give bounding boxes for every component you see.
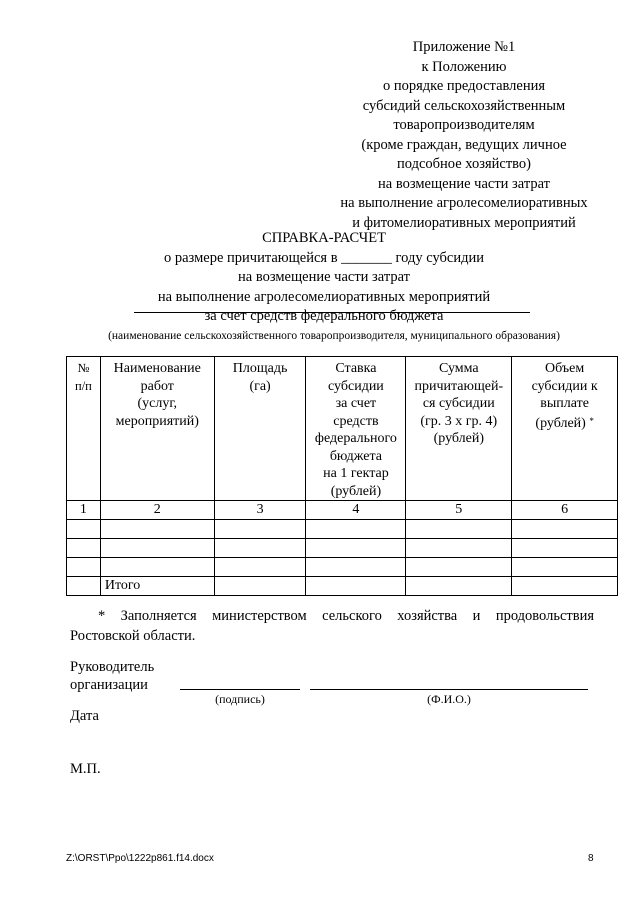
appendix-line: товаропроизводителям (393, 117, 535, 133)
column-number: 5 (406, 501, 512, 520)
table-cell[interactable] (406, 538, 512, 557)
header-cell-amount (406, 357, 512, 501)
header-line: федерального (314, 431, 397, 446)
signer-role: организации (70, 677, 148, 693)
appendix-line: подсобное хозяйство) (397, 156, 531, 172)
signer-role: Руководитель (70, 659, 155, 675)
title-line: на возмещение части затрат (238, 269, 410, 285)
header-line: за счет (335, 396, 377, 411)
header-line: № (77, 361, 90, 375)
organization-caption: (наименование сельскохозяйственного товаропроизводителя, муниципального образования) (108, 330, 560, 342)
page-number: 8 (588, 853, 594, 864)
table-cell[interactable] (406, 519, 512, 538)
footnote-line: Ростовской области. (70, 628, 196, 644)
header-cell-area (214, 357, 306, 501)
header-line: (рублей) (433, 431, 485, 446)
header-line: Объем (545, 361, 585, 376)
header-line: (га) (249, 378, 271, 394)
header-line: Наименование (113, 361, 201, 376)
footnote-mark: * (589, 415, 594, 426)
header-cell-works (100, 357, 214, 501)
table-cell[interactable] (512, 557, 618, 576)
footnote (70, 606, 594, 646)
header-line: (рублей) (330, 483, 382, 499)
title-line: за счет средств федерального бюджета (204, 308, 444, 324)
appendix-line: на возмещение части затрат (378, 175, 550, 192)
appendix-line: Приложение №1 (412, 39, 516, 55)
table-cell[interactable] (306, 519, 406, 538)
document-title: СПРАВКА-РАСЧЕТ (262, 230, 386, 246)
header-line: субсидии к (531, 378, 598, 394)
header-line: причитающей- (414, 378, 504, 394)
column-number: 1 (67, 501, 101, 520)
table-cell[interactable] (214, 519, 306, 538)
table-cell[interactable] (306, 557, 406, 576)
header-cell-payout (512, 357, 618, 501)
table-cell[interactable] (214, 576, 306, 595)
table-row (67, 519, 618, 538)
appendix-line: и фитомелиоративных мероприятий (352, 214, 576, 231)
subsidy-table (66, 356, 618, 596)
table-cell[interactable] (512, 538, 618, 557)
column-number: 2 (100, 501, 214, 520)
header-line: субсидии (328, 378, 384, 394)
name-caption: (Ф.И.О.) (427, 692, 471, 706)
header-line: средств (333, 413, 379, 429)
table-cell[interactable] (214, 538, 306, 557)
appendix-line: к Положению (421, 58, 507, 75)
title-line: на выполнение агролесомелиоративных мероприятий (157, 288, 491, 305)
table-cell[interactable] (512, 576, 618, 595)
header-line: Площадь (232, 361, 288, 376)
header-line: (услуг, (137, 396, 178, 411)
column-number: 6 (512, 501, 618, 520)
table-cell[interactable] (67, 538, 101, 557)
header-line: п/п (75, 378, 92, 393)
header-line: мероприятий) (115, 413, 199, 429)
column-number: 3 (214, 501, 306, 520)
header-line: выплате (540, 396, 589, 411)
header-line: работ (140, 378, 174, 394)
header-line (512, 413, 617, 433)
signature-line[interactable] (180, 689, 300, 690)
table-row (67, 557, 618, 576)
table-cell[interactable] (406, 576, 512, 595)
table-cell[interactable] (100, 538, 214, 557)
footnote-line: * Заполняется министерством сельского хозяйства и продовольствия (98, 608, 594, 624)
table-cell[interactable] (67, 557, 101, 576)
header-line: Сумма (438, 361, 479, 376)
table-cell[interactable] (100, 557, 214, 576)
footer-file-path: Z:\ORST\Ppo\1222p861.f14.docx (66, 853, 214, 864)
table-cell[interactable] (100, 519, 214, 538)
header-line: на 1 гектар (323, 466, 389, 481)
total-row (67, 576, 618, 595)
organization-name-line (134, 312, 530, 313)
header-line: (гр. 3 х гр. 4) (420, 413, 498, 429)
header-line: бюджета (329, 448, 383, 464)
appendix-header (330, 38, 598, 233)
table-cell[interactable] (512, 519, 618, 538)
header-line-text: (рублей) (535, 415, 586, 431)
column-number-row (67, 501, 618, 520)
header-line: ся субсидии (422, 396, 495, 411)
table-cell[interactable] (306, 576, 406, 595)
stamp-label: М.П. (70, 761, 101, 777)
appendix-line: (кроме граждан, ведущих личное (361, 136, 567, 153)
appendix-line: о порядке предоставления (382, 78, 546, 94)
table-cell[interactable] (214, 557, 306, 576)
table-cell[interactable] (306, 538, 406, 557)
table-cell[interactable] (67, 576, 101, 595)
date-label: Дата (70, 708, 99, 724)
appendix-line: субсидий сельскохозяйственным (362, 97, 566, 114)
signer-block (70, 658, 154, 694)
title-line: о размере причитающейся в _______ году субсидии (164, 249, 484, 266)
signature-caption: (подпись) (215, 692, 265, 706)
column-number: 4 (306, 501, 406, 520)
table-header-row (67, 357, 618, 501)
table-row (67, 538, 618, 557)
name-line[interactable] (310, 689, 588, 690)
header-cell-number (67, 357, 101, 501)
header-cell-rate (306, 357, 406, 501)
table-cell[interactable] (406, 557, 512, 576)
appendix-line: на выполнение агролесомелиоративных (340, 195, 588, 211)
total-label: Итого (100, 576, 214, 595)
table-cell[interactable] (67, 519, 101, 538)
header-line: Ставка (335, 361, 377, 376)
